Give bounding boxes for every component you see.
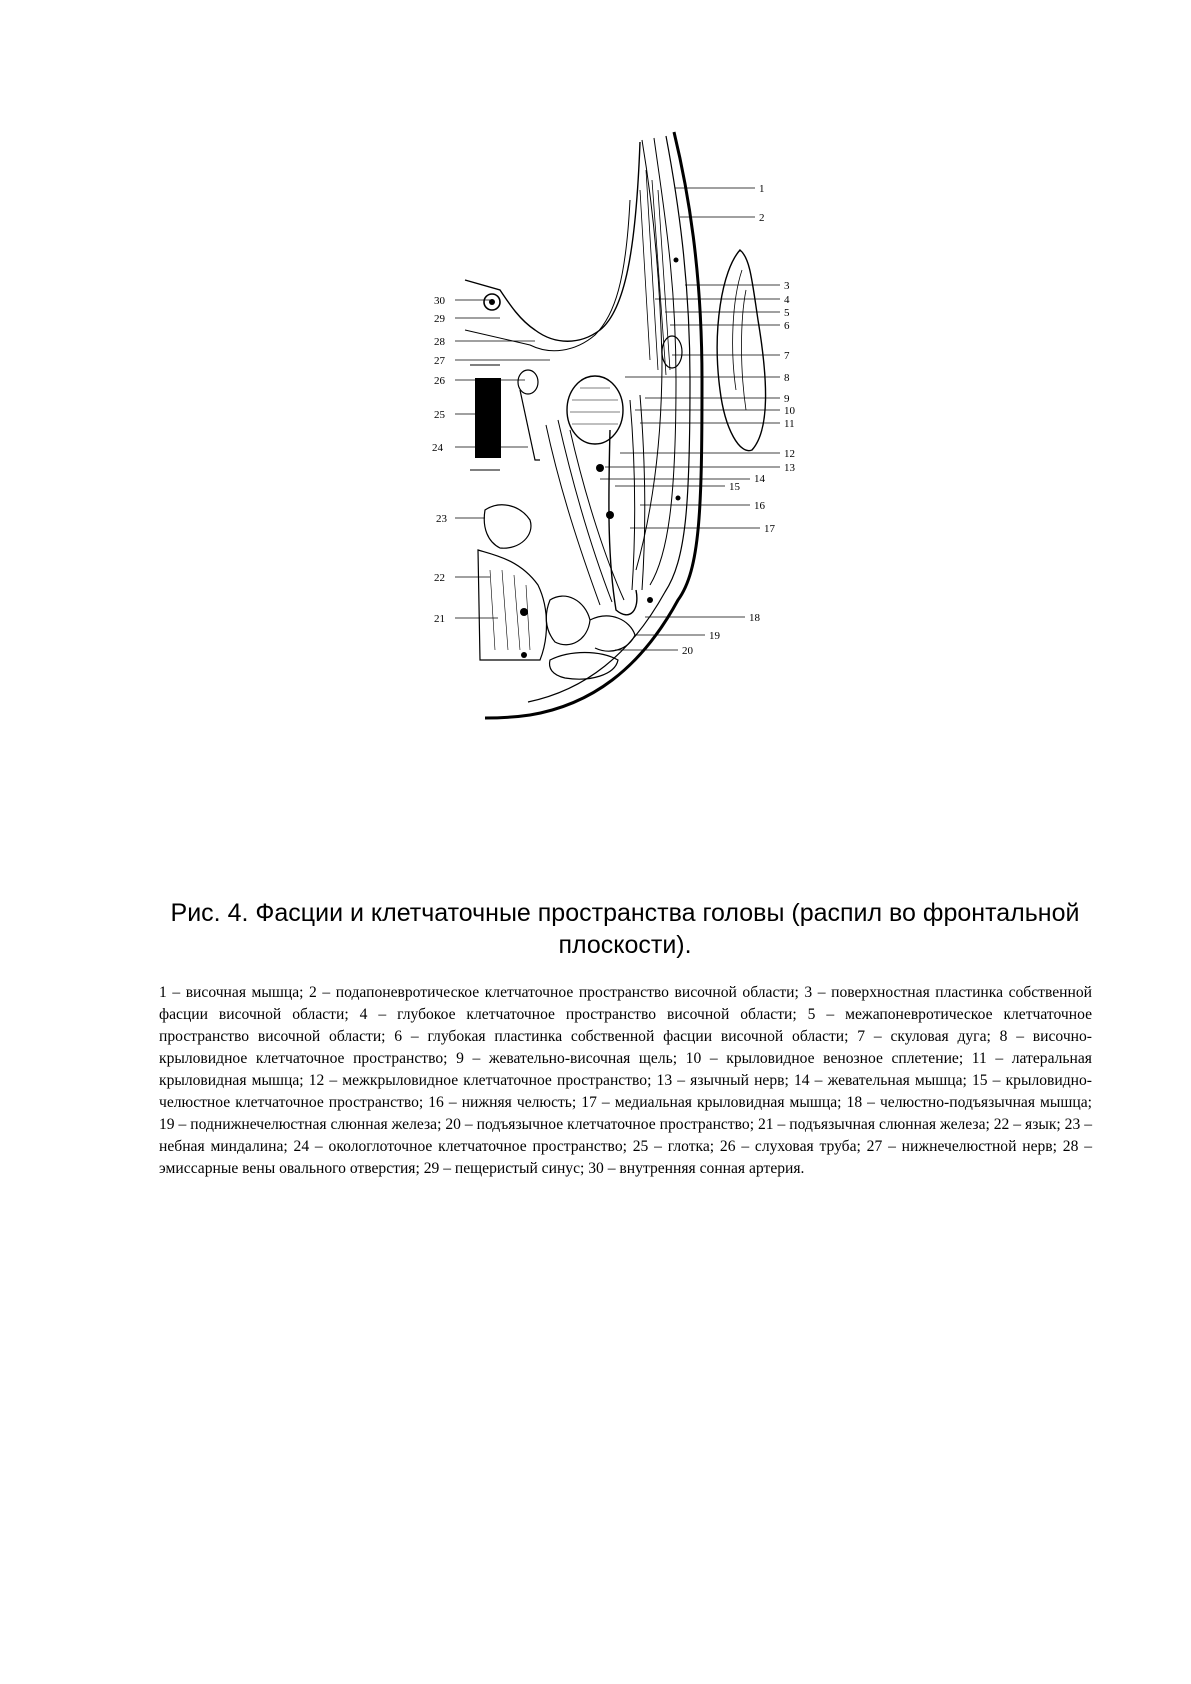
label-23: 23 <box>436 513 447 525</box>
label-7: 7 <box>784 350 790 362</box>
figure-legend: 1 – височная мышца; 2 – подапоневротическое клетчаточное пространство височной области; 3 – поверхностная пластинка собственной фасции височной области; 4 – глубокое клетчаточное пространство височной области; 5 – межапоневротическое клетчаточное пространство височной области; 6 – глубокая пластинка собственной фасции височной области; 7 – скуловая дуга; 8 – височно-крыловидное клетчаточное пространство; 9 – жевательно-височная щель; 10 – крыловидное венозное сплетение; 11 – латеральная крыловидная мышца; 12 – межкрыловидное клетчаточное пространство; 13 – язычный нерв; 14 – жевательная мышца; 15 – крыловидно-челюстное клетчаточное пространство; 16 – нижняя челюсть; 17 – медиальная крыловидная мышца; 18 – челюстно-подъязычная мышца; 19 – поднижнечелюстная слюнная железа; 20 – подъязычное клетчаточное пространство; 21 – подъязычная слюнная железа; 22 – язык; 23 – небная миндалина; 24 – окологлоточное клетчаточное пространство; 25 – глотка; 26 – слуховая труба; 27 – нижнечелюстной нерв; 28 – эмиссарные вены овального отверстия; 29 – пещеристый синус; 30 – внутренняя сонная артерия. <box>159 984 1092 1177</box>
label-9: 9 <box>784 393 790 405</box>
frontal-section-drawing <box>432 130 840 780</box>
label-25: 25 <box>434 409 445 421</box>
label-2: 2 <box>759 212 765 224</box>
figure-caption: Рис. 4. Фасции и клетчаточные пространства головы (распил во фронтальной плоскости). <box>170 899 1080 959</box>
label-30: 30 <box>434 295 445 307</box>
label-15: 15 <box>729 481 740 493</box>
label-19: 19 <box>709 630 720 642</box>
label-21: 21 <box>434 613 445 625</box>
label-17: 17 <box>764 523 775 535</box>
label-14: 14 <box>754 473 765 485</box>
label-16: 16 <box>754 500 765 512</box>
label-5: 5 <box>784 307 790 319</box>
label-10: 10 <box>784 405 795 417</box>
label-27: 27 <box>434 355 445 367</box>
label-4: 4 <box>784 294 790 306</box>
label-26: 26 <box>434 375 445 387</box>
label-18: 18 <box>749 612 760 624</box>
label-22: 22 <box>434 572 445 584</box>
label-29: 29 <box>434 313 445 325</box>
label-20: 20 <box>682 645 693 657</box>
label-24: 24 <box>432 442 443 454</box>
label-6: 6 <box>784 320 790 332</box>
label-28: 28 <box>434 336 445 348</box>
label-11: 11 <box>784 418 795 430</box>
label-13: 13 <box>784 462 795 474</box>
label-12: 12 <box>784 448 795 460</box>
label-1: 1 <box>759 183 765 195</box>
label-3: 3 <box>784 280 790 292</box>
anatomy-figure <box>432 130 840 780</box>
label-8: 8 <box>784 372 790 384</box>
